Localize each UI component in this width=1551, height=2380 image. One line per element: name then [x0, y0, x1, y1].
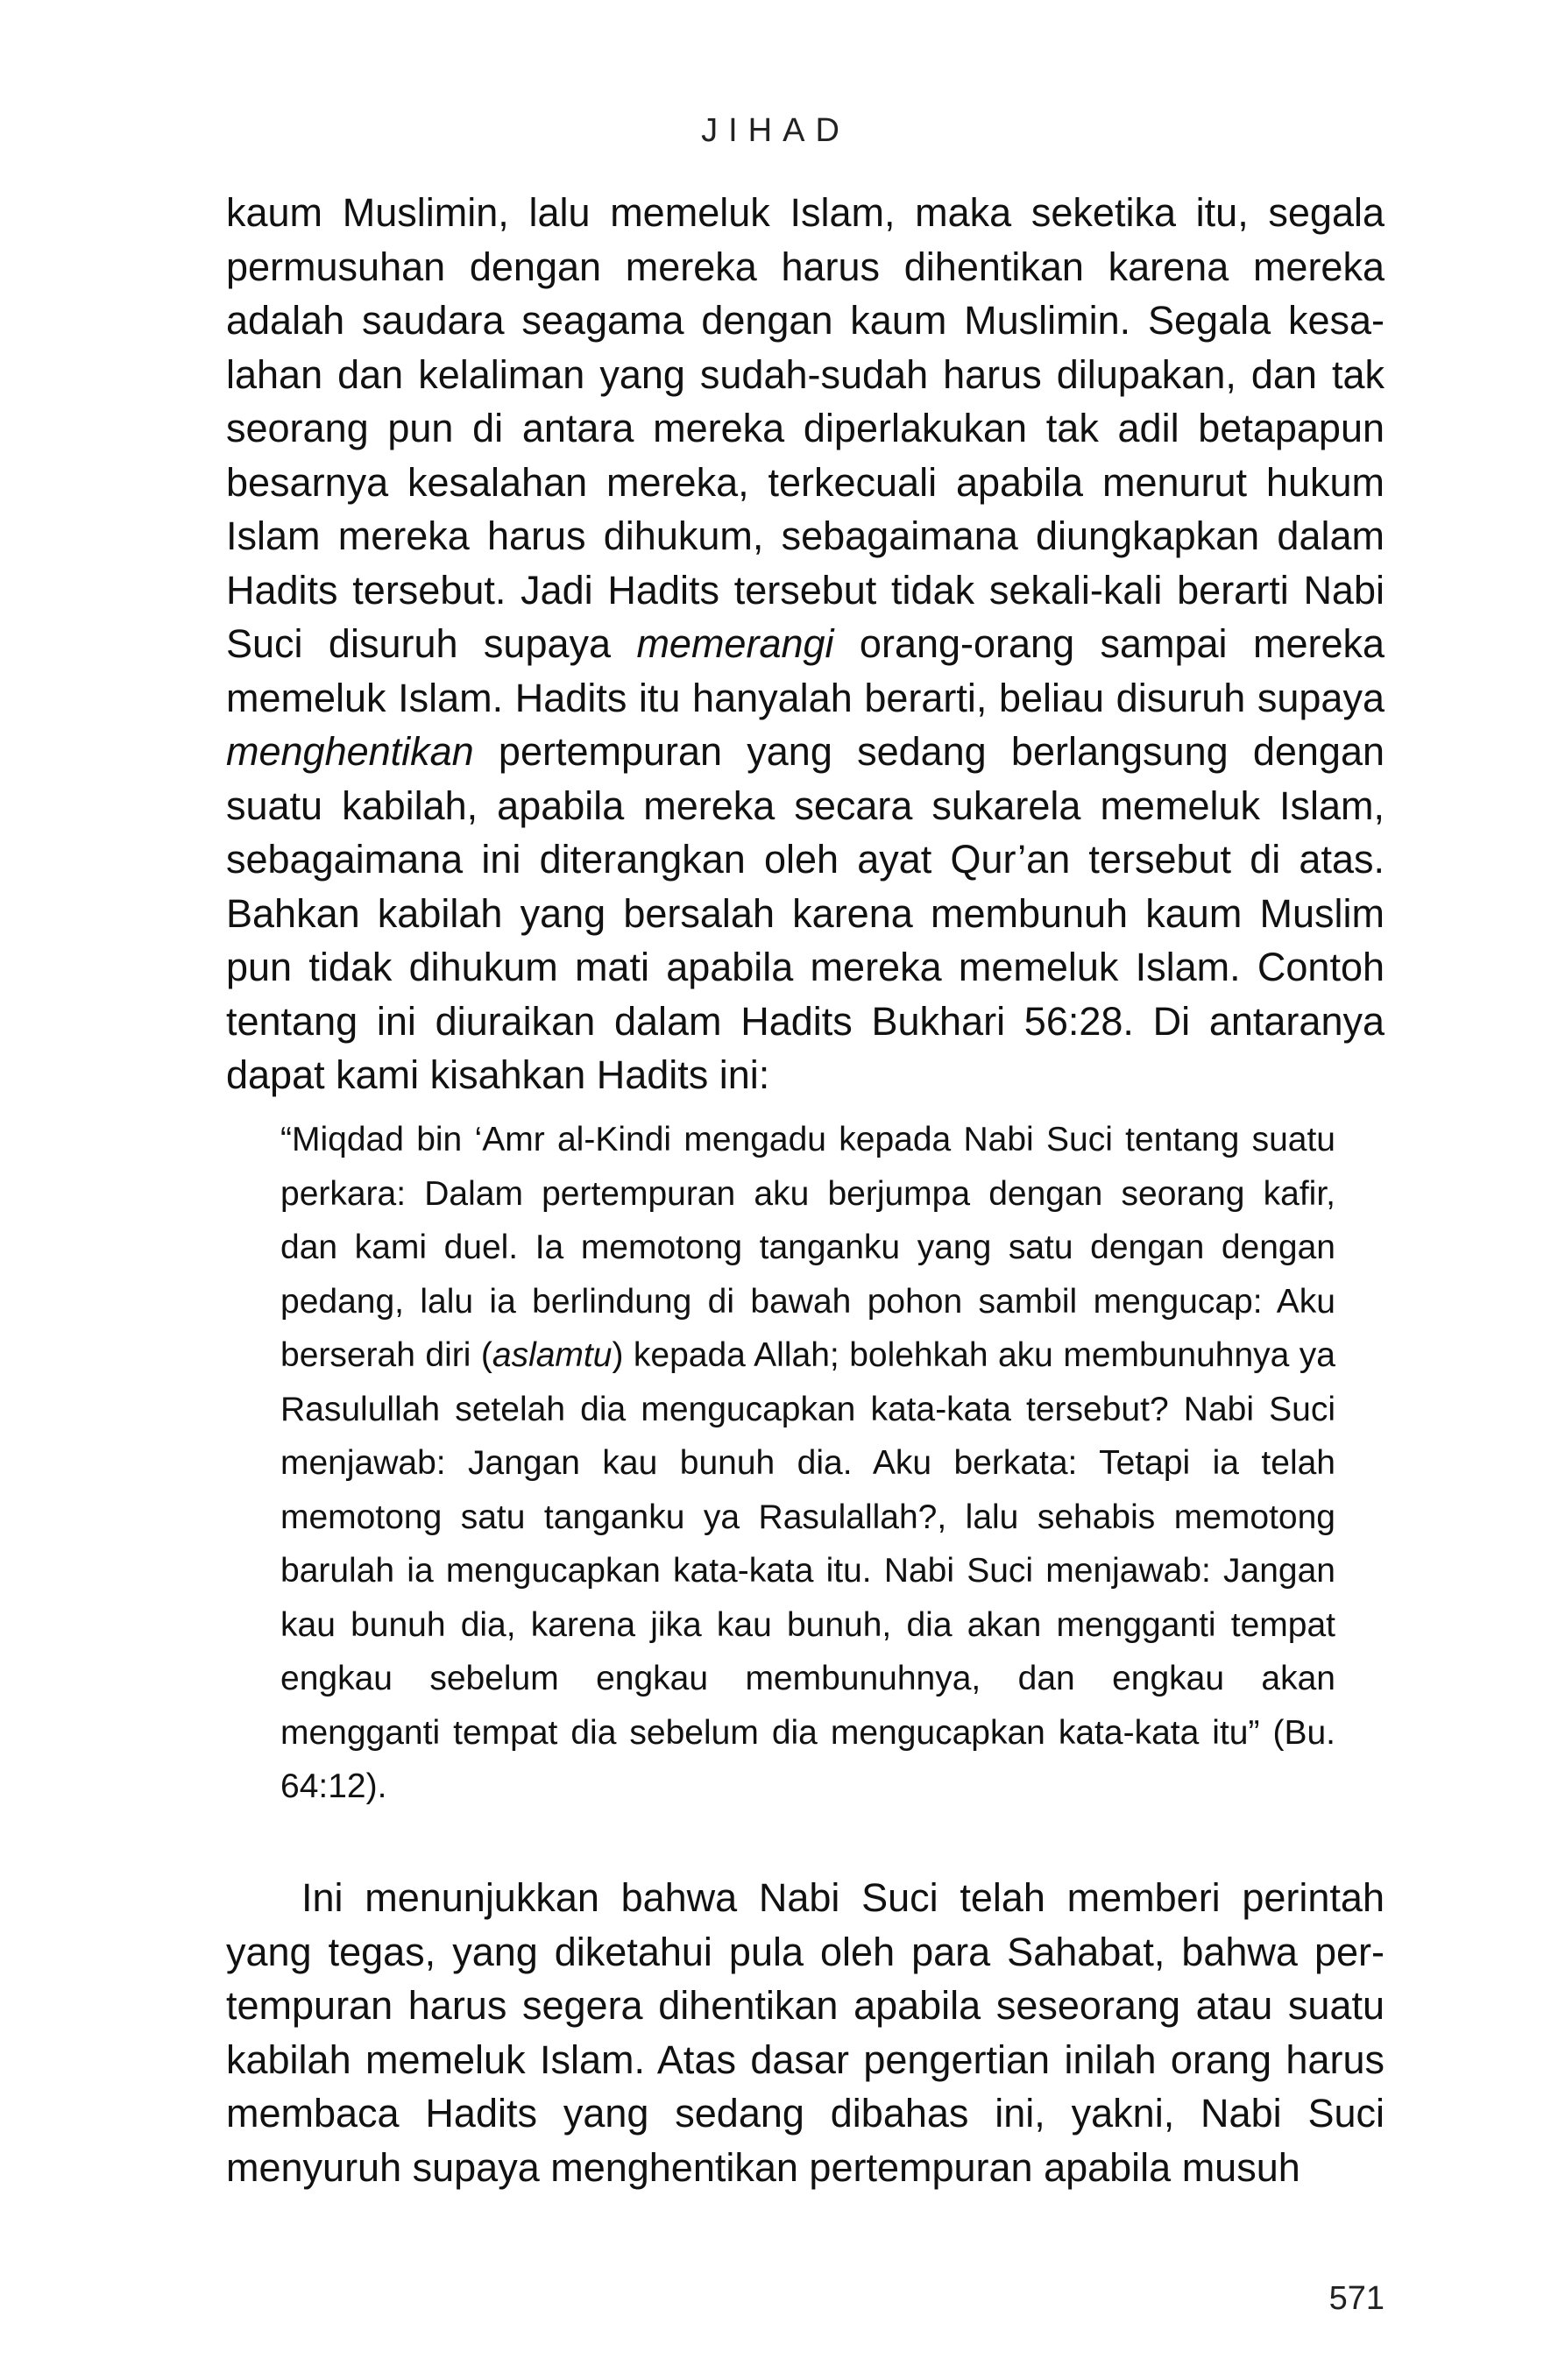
paragraph-1-text-b: orang-orang sampai mereka memeluk Islam. Hadits itu hanyalah berarti, beliau disuruh supaya: [226, 621, 1385, 720]
quote-text-b: ) kepada Allah; bolehkah aku membunuhnya ya Rasulullah setelah dia mengucapkan kata-kata tersebut? Nabi Suci menjawab: Jangan kau bunuh dia. Aku berkata: Tetapi ia telah memotong satu tanganku ya Rasulallah?, lalu sehabis memotong barulah ia mengucapkan kata-kata itu. Nabi Suci menjawab: Jangan kau bunuh dia, karena jika kau bunuh, dia akan mengganti tempat engkau sebelum engkau membunuhnya, dan engkau akan mengganti tempat dia sebelum dia mengucapkan kata-kata itu” (Bu. 64:12).: [280, 1336, 1335, 1805]
italic-term-aslamtu: aslamtu: [492, 1336, 613, 1374]
paragraph-1-text-a: kaum Muslimin, lalu memeluk Islam, maka seketika itu, segala permusuhan dengan mereka harus dihentikan karena mereka adalah saudara seagama dengan kaum Muslimin. Segala kesalahan dan kelaliman yang sudah-sudah harus dilupakan, dan tak seorang pun di antara mereka diperlakukan tak adil betapapun besarnya kesalahan mereka, terkecuali apabila menurut hukum Islam mereka harus dihukum, sebagaimana diungkapkan dalam Hadits tersebut. Jadi Hadits tersebut tidak sekali-kali berarti Nabi Suci disuruh supaya: [226, 190, 1385, 666]
hadith-quote: [280, 1113, 1335, 1814]
paragraph-1-text-c: pertempuran yang sedang berlangsung dengan suatu kabilah, apabila mereka secara sukarela memeluk Islam, sebagaimana ini diterangkan oleh ayat Qur’an tersebut di atas. Bahkan kabilah yang bersalah karena membunuh kaum Muslim pun tidak dihukum mati apabila mereka memeluk Islam. Contoh tentang ini diuraikan dalam Hadits Bukhari 56:28. Di antaranya dapat kami kisahkan Hadits ini:: [226, 729, 1385, 1097]
page-number: 571: [1328, 2280, 1385, 2317]
paragraph-2: Ini menunjukkan bahwa Nabi Suci telah memberi perintah yang tegas, yang diketahui pula oleh para Sahabat, bahwa pertempuran harus segera dihentikan apabila seseorang atau suatu kabilah memeluk Islam. Atas dasar pengertian inilah orang harus membaca Hadits yang sedang dibahas ini, yakni, Nabi Suci menyuruh supaya menghentikan pertempuran apabila musuh: [226, 1875, 1385, 2190]
paragraph-1: [226, 186, 1385, 1102]
italic-term-memerangi: memerangi: [636, 621, 834, 666]
quote-text-a: “Miqdad bin ‘Amr al-Kindi mengadu kepada Nabi Suci tentang suatu perkara: Dalam pertempuran aku berjumpa dengan seorang kafir, dan kami duel. Ia memotong tanganku yang satu dengan dengan pedang, lalu ia berlindung di bawah pohon sambil mengucap: Aku berserah diri (: [280, 1121, 1335, 1374]
italic-term-menghentikan: menghentikan: [226, 729, 474, 774]
running-title: JIHAD: [701, 112, 850, 149]
